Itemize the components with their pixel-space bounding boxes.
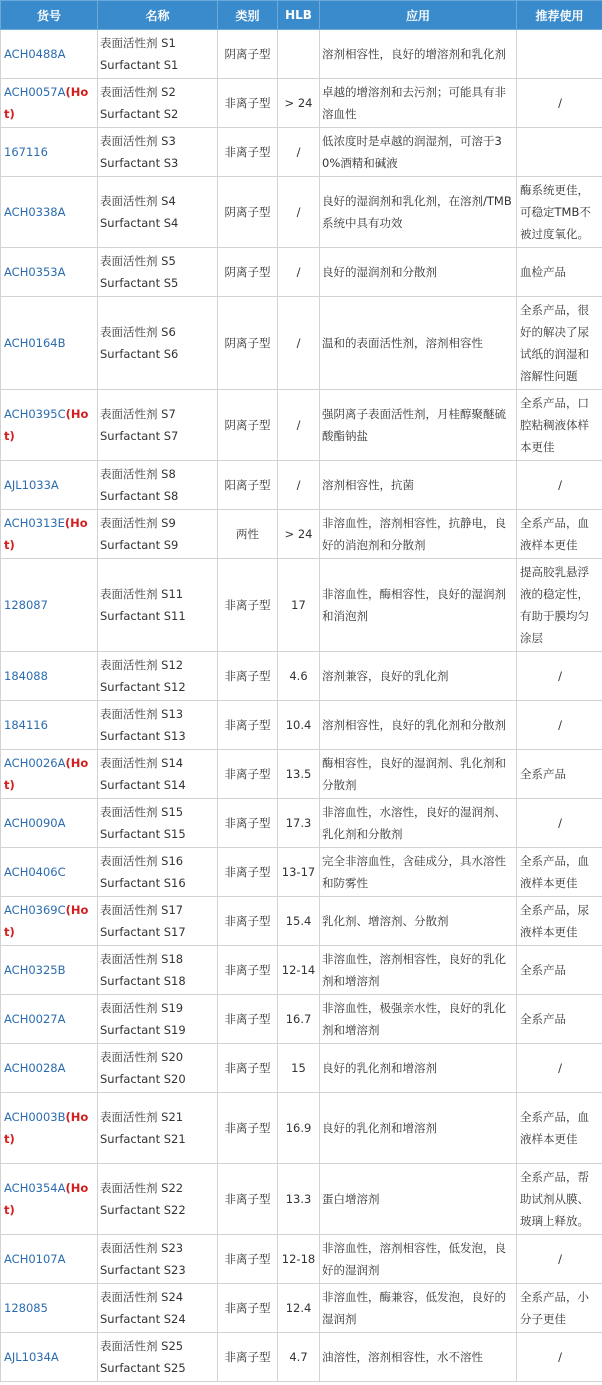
- hot-badge: (Hot): [4, 756, 89, 792]
- hlb-cell: /: [278, 390, 320, 461]
- table-body: [1, 30, 602, 1382]
- name-cell: [98, 1284, 218, 1333]
- table-row: [1, 461, 602, 510]
- application-cell: 温和的表面活性剂，溶剂相容性: [320, 297, 517, 390]
- hlb-cell: 10.4: [278, 701, 320, 750]
- name-en: Surfactant S2: [100, 107, 179, 121]
- product-code-link[interactable]: 184088: [4, 669, 48, 683]
- name-cell: [98, 177, 218, 248]
- table-header-row: [1, 1, 602, 30]
- header-code: 货号: [1, 1, 98, 30]
- name-en: Surfactant S4: [100, 216, 179, 230]
- hlb-cell: 15: [278, 1044, 320, 1093]
- name-cn: 表面活性剂 S8: [100, 467, 176, 481]
- hlb-cell: 4.6: [278, 652, 320, 701]
- name-en: Surfactant S22: [100, 1203, 186, 1217]
- product-code-link[interactable]: ACH0107A: [4, 1252, 66, 1266]
- table-row: [1, 1044, 602, 1093]
- name-cell: [98, 1333, 218, 1382]
- name-cn: 表面活性剂 S6: [100, 325, 176, 339]
- product-code-link[interactable]: ACH0057A: [4, 85, 66, 99]
- application-cell: 非溶血性，酶相容性，良好的湿润剂和消泡剂: [320, 559, 517, 652]
- table-row: [1, 390, 602, 461]
- table-row: [1, 1284, 602, 1333]
- hlb-cell: [278, 30, 320, 79]
- product-code-link[interactable]: ACH0369C: [4, 903, 66, 917]
- name-cn: 表面活性剂 S13: [100, 707, 184, 721]
- code-cell: [1, 652, 98, 701]
- product-code-link[interactable]: AJL1034A: [4, 1350, 59, 1364]
- recommend-cell: 血检产品: [517, 248, 602, 297]
- application-cell: 完全非溶血性，含硅成分，具水溶性和防雾性: [320, 848, 517, 897]
- type-cell: 阴离子型: [218, 177, 278, 248]
- application-cell: 油溶性，溶剂相容性，水不溶性: [320, 1333, 517, 1382]
- application-cell: 溶剂兼容，良好的乳化剂: [320, 652, 517, 701]
- type-cell: 非离子型: [218, 79, 278, 128]
- code-cell: [1, 248, 98, 297]
- name-cn: 表面活性剂 S16: [100, 854, 184, 868]
- hot-badge: (Hot): [4, 407, 89, 443]
- code-cell: [1, 799, 98, 848]
- application-cell: 良好的湿润剂和乳化剂，在溶剂/TMB系统中具有功效: [320, 177, 517, 248]
- code-cell: [1, 128, 98, 177]
- type-cell: 非离子型: [218, 1164, 278, 1235]
- product-code-link[interactable]: ACH0406C: [4, 865, 66, 879]
- name-cell: [98, 652, 218, 701]
- recommend-cell: 酶系统更佳，可稳定TMB不被过度氧化。: [517, 177, 602, 248]
- name-en: Surfactant S14: [100, 778, 186, 792]
- name-en: Surfactant S12: [100, 680, 186, 694]
- table-row: [1, 848, 602, 897]
- name-cell: [98, 701, 218, 750]
- product-code-link[interactable]: ACH0338A: [4, 205, 66, 219]
- code-cell: [1, 559, 98, 652]
- application-cell: 卓越的增溶剂和去污剂；可能具有非溶血性: [320, 79, 517, 128]
- hlb-cell: 13.3: [278, 1164, 320, 1235]
- type-cell: 非离子型: [218, 995, 278, 1044]
- application-cell: 非溶血性，水溶性，良好的湿润剂、乳化剂和分散剂: [320, 799, 517, 848]
- recommend-cell: 全系产品，小分子更佳: [517, 1284, 602, 1333]
- name-en: Surfactant S6: [100, 347, 179, 361]
- application-cell: 溶剂相容性，良好的乳化剂和分散剂: [320, 701, 517, 750]
- application-cell: 良好的湿润剂和分散剂: [320, 248, 517, 297]
- table-row: [1, 128, 602, 177]
- application-cell: 非溶血性，溶剂相容性，良好的乳化剂和增溶剂: [320, 946, 517, 995]
- recommend-cell: [517, 30, 602, 79]
- name-cn: 表面活性剂 S5: [100, 254, 176, 268]
- name-cn: 表面活性剂 S2: [100, 85, 176, 99]
- application-cell: 溶剂相容性，抗菌: [320, 461, 517, 510]
- name-en: Surfactant S16: [100, 876, 186, 890]
- name-en: Surfactant S18: [100, 974, 186, 988]
- code-cell: [1, 510, 98, 559]
- table-row: [1, 510, 602, 559]
- name-cell: [98, 248, 218, 297]
- recommend-cell: 全系产品，血液样本更佳: [517, 510, 602, 559]
- header-hlb: HLB: [278, 1, 320, 30]
- recommend-cell: 全系产品，帮助试剂从膜、玻璃上释放。: [517, 1164, 602, 1235]
- name-en: Surfactant S19: [100, 1023, 186, 1037]
- product-code-link[interactable]: ACH0027A: [4, 1012, 66, 1026]
- name-en: Surfactant S1: [100, 58, 179, 72]
- application-cell: 非溶血性，溶剂相容性，抗静电，良好的消泡剂和分散剂: [320, 510, 517, 559]
- product-code-link[interactable]: ACH0395C: [4, 407, 66, 421]
- code-cell: [1, 390, 98, 461]
- recommend-cell: /: [517, 1235, 602, 1284]
- name-cell: [98, 30, 218, 79]
- table-row: [1, 79, 602, 128]
- hlb-cell: 16.9: [278, 1093, 320, 1164]
- application-cell: 非溶血性，酶兼容，低发泡，良好的湿润剂: [320, 1284, 517, 1333]
- name-cn: 表面活性剂 S24: [100, 1290, 184, 1304]
- name-cell: [98, 390, 218, 461]
- type-cell: 非离子型: [218, 1284, 278, 1333]
- type-cell: 非离子型: [218, 1235, 278, 1284]
- type-cell: 非离子型: [218, 1333, 278, 1382]
- hlb-cell: /: [278, 177, 320, 248]
- name-cell: [98, 1044, 218, 1093]
- type-cell: 非离子型: [218, 946, 278, 995]
- type-cell: 阳离子型: [218, 461, 278, 510]
- hlb-cell: > 24: [278, 510, 320, 559]
- code-cell: [1, 1093, 98, 1164]
- table-row: [1, 799, 602, 848]
- name-cell: [98, 128, 218, 177]
- name-cell: [98, 510, 218, 559]
- recommend-cell: 全系产品，口腔粘稠液体样本更佳: [517, 390, 602, 461]
- hlb-cell: /: [278, 128, 320, 177]
- table-row: [1, 1235, 602, 1284]
- recommend-cell: 全系产品: [517, 995, 602, 1044]
- recommend-cell: 全系产品: [517, 750, 602, 799]
- name-cn: 表面活性剂 S20: [100, 1050, 184, 1064]
- hlb-cell: 12.4: [278, 1284, 320, 1333]
- hot-badge: (Hot): [4, 516, 88, 552]
- hot-badge: (Hot): [4, 903, 89, 939]
- table-row: [1, 750, 602, 799]
- hlb-cell: 13.5: [278, 750, 320, 799]
- name-en: Surfactant S17: [100, 925, 186, 939]
- code-cell: [1, 750, 98, 799]
- code-cell: [1, 1044, 98, 1093]
- name-cell: [98, 799, 218, 848]
- hlb-cell: 17: [278, 559, 320, 652]
- recommend-cell: 全系产品，很好的解决了尿试纸的润湿和溶解性问题: [517, 297, 602, 390]
- name-cn: 表面活性剂 S25: [100, 1339, 184, 1353]
- code-cell: [1, 1235, 98, 1284]
- name-en: Surfactant S11: [100, 609, 186, 623]
- code-cell: [1, 79, 98, 128]
- table-row: [1, 177, 602, 248]
- name-cn: 表面活性剂 S23: [100, 1241, 184, 1255]
- application-cell: 蛋白增溶剂: [320, 1164, 517, 1235]
- table-row: [1, 897, 602, 946]
- code-cell: [1, 1284, 98, 1333]
- application-cell: 非溶血性，溶剂相容性，低发泡，良好的湿润剂: [320, 1235, 517, 1284]
- recommend-cell: /: [517, 652, 602, 701]
- product-code-link[interactable]: ACH0353A: [4, 265, 66, 279]
- hot-badge: (Hot): [4, 85, 89, 121]
- type-cell: 阴离子型: [218, 297, 278, 390]
- table-row: [1, 297, 602, 390]
- table-row: [1, 946, 602, 995]
- code-cell: [1, 177, 98, 248]
- type-cell: 非离子型: [218, 559, 278, 652]
- name-cn: 表面活性剂 S1: [100, 36, 176, 50]
- code-cell: [1, 30, 98, 79]
- code-cell: [1, 848, 98, 897]
- recommend-cell: 提高胶乳悬浮液的稳定性，有助于膜均匀涂层: [517, 559, 602, 652]
- name-cn: 表面活性剂 S3: [100, 134, 176, 148]
- code-cell: [1, 1333, 98, 1382]
- recommend-cell: /: [517, 1044, 602, 1093]
- product-code-link[interactable]: 128087: [4, 598, 48, 612]
- product-code-link[interactable]: AJL1033A: [4, 478, 59, 492]
- product-code-link[interactable]: ACH0164B: [4, 336, 66, 350]
- application-cell: 良好的乳化剂和增溶剂: [320, 1044, 517, 1093]
- name-cell: [98, 1164, 218, 1235]
- name-en: Surfactant S24: [100, 1312, 186, 1326]
- type-cell: 非离子型: [218, 750, 278, 799]
- hlb-cell: /: [278, 297, 320, 390]
- hlb-cell: 4.7: [278, 1333, 320, 1382]
- hlb-cell: 17.3: [278, 799, 320, 848]
- product-code-link[interactable]: ACH0026A: [4, 756, 66, 770]
- recommend-cell: /: [517, 461, 602, 510]
- type-cell: 非离子型: [218, 701, 278, 750]
- name-en: Surfactant S8: [100, 489, 179, 503]
- name-en: Surfactant S3: [100, 156, 179, 170]
- name-cell: [98, 1235, 218, 1284]
- product-code-link[interactable]: ACH0313E: [4, 516, 65, 530]
- table-row: [1, 701, 602, 750]
- product-code-link[interactable]: ACH0028A: [4, 1061, 66, 1075]
- name-en: Surfactant S15: [100, 827, 186, 841]
- recommend-cell: /: [517, 701, 602, 750]
- name-cn: 表面活性剂 S12: [100, 658, 184, 672]
- hot-badge: (Hot): [4, 1181, 89, 1217]
- hlb-cell: 12-14: [278, 946, 320, 995]
- name-en: Surfactant S20: [100, 1072, 186, 1086]
- name-cell: [98, 461, 218, 510]
- name-cell: [98, 848, 218, 897]
- product-code-link[interactable]: 128085: [4, 1301, 48, 1315]
- table-row: [1, 559, 602, 652]
- product-code-link[interactable]: ACH0488A: [4, 47, 66, 61]
- name-cn: 表面活性剂 S9: [100, 516, 176, 530]
- code-cell: [1, 946, 98, 995]
- name-cn: 表面活性剂 S7: [100, 407, 176, 421]
- product-code-link[interactable]: ACH0003B: [4, 1110, 66, 1124]
- header-recommend: 推荐使用: [517, 1, 602, 30]
- type-cell: 两性: [218, 510, 278, 559]
- table-row: [1, 995, 602, 1044]
- name-cn: 表面活性剂 S19: [100, 1001, 184, 1015]
- name-cn: 表面活性剂 S14: [100, 756, 184, 770]
- name-cn: 表面活性剂 S17: [100, 903, 184, 917]
- hlb-cell: /: [278, 248, 320, 297]
- name-cn: 表面活性剂 S18: [100, 952, 184, 966]
- table-row: [1, 1333, 602, 1382]
- hlb-cell: > 24: [278, 79, 320, 128]
- application-cell: 溶剂相容性，良好的增溶剂和乳化剂: [320, 30, 517, 79]
- application-cell: 乳化剂、增溶剂、分散剂: [320, 897, 517, 946]
- table-row: [1, 30, 602, 79]
- code-cell: [1, 995, 98, 1044]
- product-code-link[interactable]: ACH0354A: [4, 1181, 66, 1195]
- product-code-link[interactable]: ACH0325B: [4, 963, 66, 977]
- recommend-cell: /: [517, 1333, 602, 1382]
- type-cell: 非离子型: [218, 1044, 278, 1093]
- code-cell: [1, 461, 98, 510]
- table-row: [1, 652, 602, 701]
- product-code-link[interactable]: 167116: [4, 145, 48, 159]
- product-code-link[interactable]: 184116: [4, 718, 48, 732]
- name-cn: 表面活性剂 S4: [100, 194, 176, 208]
- name-en: Surfactant S13: [100, 729, 186, 743]
- type-cell: 阴离子型: [218, 30, 278, 79]
- table-row: [1, 1164, 602, 1235]
- recommend-cell: /: [517, 79, 602, 128]
- hlb-cell: 16.7: [278, 995, 320, 1044]
- code-cell: [1, 297, 98, 390]
- name-en: Surfactant S9: [100, 538, 179, 552]
- type-cell: 阴离子型: [218, 390, 278, 461]
- application-cell: 低浓度时是卓越的润湿剂，可溶于30%酒精和碱液: [320, 128, 517, 177]
- type-cell: 非离子型: [218, 128, 278, 177]
- table-row: [1, 248, 602, 297]
- name-cn: 表面活性剂 S21: [100, 1110, 184, 1124]
- recommend-cell: /: [517, 799, 602, 848]
- hot-badge: (Hot): [4, 1110, 89, 1146]
- recommend-cell: 全系产品: [517, 946, 602, 995]
- name-cell: [98, 750, 218, 799]
- recommend-cell: 全系产品，血液样本更佳: [517, 1093, 602, 1164]
- application-cell: 非溶血性，极强亲水性，良好的乳化剂和增溶剂: [320, 995, 517, 1044]
- name-en: Surfactant S21: [100, 1132, 186, 1146]
- header-type: 类别: [218, 1, 278, 30]
- type-cell: 非离子型: [218, 848, 278, 897]
- name-cell: [98, 79, 218, 128]
- header-name: 名称: [98, 1, 218, 30]
- hlb-cell: 13-17: [278, 848, 320, 897]
- code-cell: [1, 897, 98, 946]
- name-cell: [98, 995, 218, 1044]
- code-cell: [1, 701, 98, 750]
- recommend-cell: [517, 128, 602, 177]
- hlb-cell: 15.4: [278, 897, 320, 946]
- application-cell: 良好的乳化剂和增溶剂: [320, 1093, 517, 1164]
- recommend-cell: 全系产品，血液样本更佳: [517, 848, 602, 897]
- name-cell: [98, 297, 218, 390]
- product-code-link[interactable]: ACH0090A: [4, 816, 66, 830]
- application-cell: 强阴离子表面活性剂，月桂醇聚醚硫酸酯钠盐: [320, 390, 517, 461]
- hlb-cell: /: [278, 461, 320, 510]
- type-cell: 阴离子型: [218, 248, 278, 297]
- name-cn: 表面活性剂 S11: [100, 587, 184, 601]
- name-cell: [98, 946, 218, 995]
- name-cn: 表面活性剂 S22: [100, 1181, 184, 1195]
- name-en: Surfactant S25: [100, 1361, 186, 1375]
- name-cell: [98, 559, 218, 652]
- code-cell: [1, 1164, 98, 1235]
- name-en: Surfactant S5: [100, 276, 179, 290]
- name-en: Surfactant S23: [100, 1263, 186, 1277]
- hlb-cell: 12-18: [278, 1235, 320, 1284]
- name-en: Surfactant S7: [100, 429, 179, 443]
- name-cell: [98, 1093, 218, 1164]
- header-application: 应用: [320, 1, 517, 30]
- recommend-cell: 全系产品，尿液样本更佳: [517, 897, 602, 946]
- name-cn: 表面活性剂 S15: [100, 805, 184, 819]
- application-cell: 酶相容性，良好的湿润剂、乳化剂和分散剂: [320, 750, 517, 799]
- name-cell: [98, 897, 218, 946]
- type-cell: 非离子型: [218, 897, 278, 946]
- table-row: [1, 1093, 602, 1164]
- type-cell: 非离子型: [218, 652, 278, 701]
- type-cell: 非离子型: [218, 1093, 278, 1164]
- type-cell: 非离子型: [218, 799, 278, 848]
